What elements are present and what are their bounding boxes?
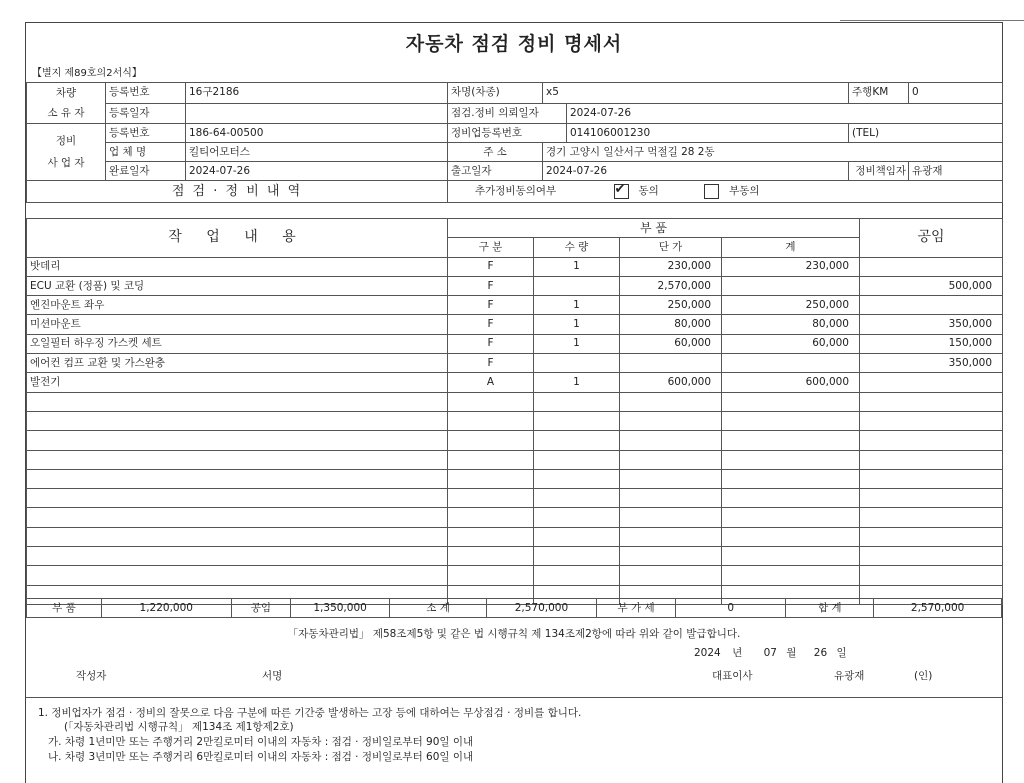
item-type bbox=[448, 431, 534, 450]
item-sum: 230,000 bbox=[722, 257, 860, 276]
item-qty: 1 bbox=[534, 315, 620, 334]
item-name bbox=[27, 508, 448, 527]
item-qty: 1 bbox=[534, 296, 620, 315]
notes-divider bbox=[26, 697, 1002, 698]
table-row bbox=[27, 508, 1003, 527]
note-line-1: 1. 정비업자가 점검 · 정비의 잘못으로 다음 구분에 따른 기간중 발생하는 고장 등에 대하여는 무상점검 · 정비를 합니다. bbox=[38, 707, 582, 719]
totals-table bbox=[26, 598, 1002, 618]
invoice-page bbox=[25, 22, 1003, 783]
item-type bbox=[448, 411, 534, 430]
form-number: 【별지 제89호의2서식】 bbox=[32, 68, 142, 79]
item-sum: 250,000 bbox=[722, 296, 860, 315]
writer-label: 작성자 bbox=[76, 670, 107, 682]
year-label: 년 bbox=[732, 647, 743, 659]
owner-group-label: 차량 소 유 자 bbox=[27, 83, 106, 124]
item-name: 미션마운트 bbox=[27, 315, 448, 334]
issue-year: 2024 bbox=[694, 647, 721, 659]
out-date-label: 출고일자 bbox=[448, 162, 543, 181]
item-qty bbox=[534, 527, 620, 546]
signature-label: 서명 bbox=[262, 670, 283, 682]
consent-agree-checkbox[interactable] bbox=[614, 184, 629, 199]
table-row bbox=[27, 489, 1003, 508]
table-row bbox=[27, 431, 1003, 450]
table-row bbox=[27, 354, 1003, 373]
item-unit bbox=[620, 411, 722, 430]
item-type: F bbox=[448, 257, 534, 276]
issue-day: 26 bbox=[813, 647, 828, 659]
top-rule bbox=[840, 20, 1024, 21]
shop-group-label: 정비 사 업 자 bbox=[27, 124, 106, 181]
table-row bbox=[27, 469, 1003, 488]
subtotal-value: 2,570,000 bbox=[486, 599, 596, 618]
month-label: 월 bbox=[786, 647, 797, 659]
consent-disagree-label: 부동의 bbox=[729, 185, 760, 197]
biz-no-value: 186-64-00500 bbox=[186, 124, 448, 143]
item-name bbox=[27, 566, 448, 585]
shop-name-value: 킬티어모터스 bbox=[186, 143, 448, 162]
reg-no-value: 16구2186 bbox=[186, 83, 448, 104]
note-line-3: 가. 차령 1년미만 또는 주행거리 2만킬로미터 이내의 자동차 : 점검 · 정비일로부터 90일 이내 bbox=[48, 736, 474, 748]
item-type bbox=[448, 566, 534, 585]
item-unit bbox=[620, 566, 722, 585]
item-sum bbox=[722, 431, 860, 450]
item-type: F bbox=[448, 354, 534, 373]
out-date-value: 2024-07-26 bbox=[543, 162, 849, 181]
item-qty bbox=[534, 450, 620, 469]
item-name bbox=[27, 450, 448, 469]
item-sum bbox=[722, 566, 860, 585]
item-qty bbox=[534, 489, 620, 508]
vat-label: 부 가 세 bbox=[596, 599, 675, 618]
item-labor bbox=[860, 566, 1003, 585]
item-sum: 80,000 bbox=[722, 315, 860, 334]
table-row bbox=[27, 527, 1003, 546]
table-row bbox=[27, 566, 1003, 585]
item-qty bbox=[534, 276, 620, 295]
item-labor bbox=[860, 450, 1003, 469]
item-type: F bbox=[448, 315, 534, 334]
item-name: 밧데리 bbox=[27, 257, 448, 276]
item-type bbox=[448, 450, 534, 469]
manager-label: 정비책임자 bbox=[849, 162, 909, 181]
item-qty bbox=[534, 431, 620, 450]
table-row bbox=[27, 373, 1003, 392]
item-labor: 150,000 bbox=[860, 334, 1003, 353]
item-qty bbox=[534, 411, 620, 430]
item-type: F bbox=[448, 296, 534, 315]
item-sum: 60,000 bbox=[722, 334, 860, 353]
table-row bbox=[27, 450, 1003, 469]
table-row bbox=[27, 334, 1003, 353]
model-label: 차명(차종) bbox=[448, 83, 543, 104]
item-labor: 500,000 bbox=[860, 276, 1003, 295]
address-value: 경기 고양시 일산서구 먹절길 28 2동 bbox=[543, 143, 1003, 162]
item-unit: 2,570,000 bbox=[620, 276, 722, 295]
done-date-value: 2024-07-26 bbox=[186, 162, 448, 181]
reg-no-label: 등록번호 bbox=[106, 83, 186, 104]
consent-cell bbox=[448, 181, 1003, 203]
consent-disagree-checkbox[interactable] bbox=[704, 184, 719, 199]
item-unit: 80,000 bbox=[620, 315, 722, 334]
item-labor bbox=[860, 508, 1003, 527]
item-name bbox=[27, 489, 448, 508]
ceo-seal: (인) bbox=[914, 670, 933, 682]
item-sum bbox=[722, 508, 860, 527]
work-header: 작 업 내 용 bbox=[27, 219, 448, 258]
item-labor: 350,000 bbox=[860, 354, 1003, 373]
qty-header: 수 량 bbox=[534, 238, 620, 257]
item-name bbox=[27, 527, 448, 546]
item-type: F bbox=[448, 334, 534, 353]
item-labor: 350,000 bbox=[860, 315, 1003, 334]
item-qty bbox=[534, 566, 620, 585]
item-qty bbox=[534, 354, 620, 373]
item-type bbox=[448, 392, 534, 411]
item-type: F bbox=[448, 276, 534, 295]
consent-agree-label: 동의 bbox=[638, 185, 659, 197]
page-title: 자동차 점검 정비 명세서 bbox=[405, 33, 623, 55]
item-labor bbox=[860, 547, 1003, 566]
item-unit: 60,000 bbox=[620, 334, 722, 353]
item-name bbox=[27, 431, 448, 450]
header-info-table bbox=[26, 82, 1003, 203]
table-row bbox=[27, 296, 1003, 315]
item-sum bbox=[722, 547, 860, 566]
item-name: 오일필터 하우징 가스켓 세트 bbox=[27, 334, 448, 353]
item-labor bbox=[860, 296, 1003, 315]
ceo-label: 대표이사 bbox=[712, 670, 753, 682]
item-labor bbox=[860, 527, 1003, 546]
table-row bbox=[27, 257, 1003, 276]
parts-total-value: 1,220,000 bbox=[101, 599, 231, 618]
items-table bbox=[26, 218, 1003, 605]
item-sum: 600,000 bbox=[722, 373, 860, 392]
shop-reg-label: 정비업등록번호 bbox=[448, 124, 567, 143]
item-unit bbox=[620, 469, 722, 488]
item-qty: 1 bbox=[534, 334, 620, 353]
item-name: ECU 교환 (정품) 및 코딩 bbox=[27, 276, 448, 295]
request-date-label: 점검.정비 의뢰일자 bbox=[448, 103, 567, 124]
item-sum bbox=[722, 527, 860, 546]
item-unit bbox=[620, 489, 722, 508]
ceo-name: 유광재 bbox=[834, 670, 865, 682]
item-labor bbox=[860, 489, 1003, 508]
labor-total-value: 1,350,000 bbox=[291, 599, 390, 618]
table-row bbox=[27, 315, 1003, 334]
item-unit bbox=[620, 431, 722, 450]
note-line-2: (「자동차관리법 시행규칙」 제134조 제1항제2호) bbox=[64, 721, 294, 733]
parts-header: 부 품 bbox=[448, 219, 860, 238]
item-type bbox=[448, 508, 534, 527]
tel-label: (TEL) bbox=[849, 124, 1003, 143]
biz-no-label: 등록번호 bbox=[106, 124, 186, 143]
mileage-label: 주행KM bbox=[849, 83, 909, 104]
reg-date-value bbox=[186, 103, 448, 124]
item-qty bbox=[534, 469, 620, 488]
item-unit bbox=[620, 354, 722, 373]
note-line-4: 나. 차령 3년미만 또는 주행거리 6만킬로미터 이내의 자동차 : 점검 · 정비일로부터 60일 이내 bbox=[48, 751, 474, 763]
item-type bbox=[448, 547, 534, 566]
shop-reg-value: 014106001230 bbox=[567, 124, 849, 143]
sum-header: 계 bbox=[722, 238, 860, 257]
item-name: 발전기 bbox=[27, 373, 448, 392]
issue-date bbox=[694, 645, 994, 660]
vat-value: 0 bbox=[676, 599, 786, 618]
item-qty bbox=[534, 547, 620, 566]
item-labor bbox=[860, 392, 1003, 411]
labor-total-label: 공임 bbox=[231, 599, 290, 618]
item-sum bbox=[722, 392, 860, 411]
item-type bbox=[448, 489, 534, 508]
item-unit bbox=[620, 392, 722, 411]
issue-statement: 「자동차관리법」 제58조제5항 및 같은 법 시행규칙 제 134조제2항에 따라 위와 같이 발급합니다. bbox=[287, 628, 741, 640]
item-unit bbox=[620, 547, 722, 566]
mileage-value: 0 bbox=[909, 83, 1003, 104]
unit-price-header: 단 가 bbox=[620, 238, 722, 257]
item-unit bbox=[620, 508, 722, 527]
item-sum bbox=[722, 450, 860, 469]
item-type: A bbox=[448, 373, 534, 392]
item-unit: 250,000 bbox=[620, 296, 722, 315]
item-unit: 230,000 bbox=[620, 257, 722, 276]
item-name: 에어컨 컴프 교환 및 가스완충 bbox=[27, 354, 448, 373]
done-date-label: 완료일자 bbox=[106, 162, 186, 181]
item-sum bbox=[722, 276, 860, 295]
item-sum bbox=[722, 469, 860, 488]
parts-total-label: 부 품 bbox=[27, 599, 102, 618]
grand-total-label: 합 계 bbox=[786, 599, 874, 618]
item-qty: 1 bbox=[534, 257, 620, 276]
shop-name-label: 업 체 명 bbox=[106, 143, 186, 162]
item-name bbox=[27, 411, 448, 430]
consent-label: 추가정비동의여부 bbox=[475, 185, 557, 197]
item-sum bbox=[722, 354, 860, 373]
section-title: 점 검 · 정 비 내 역 bbox=[27, 181, 448, 203]
item-unit: 600,000 bbox=[620, 373, 722, 392]
manager-value: 유광재 bbox=[909, 162, 1003, 181]
item-unit bbox=[620, 527, 722, 546]
table-row bbox=[27, 392, 1003, 411]
reg-date-label: 등록일자 bbox=[106, 103, 186, 124]
item-name bbox=[27, 469, 448, 488]
item-name: 엔진마운트 좌우 bbox=[27, 296, 448, 315]
table-row bbox=[27, 547, 1003, 566]
item-labor bbox=[860, 431, 1003, 450]
item-name bbox=[27, 392, 448, 411]
subtotal-label: 소 계 bbox=[390, 599, 487, 618]
item-type bbox=[448, 469, 534, 488]
item-name bbox=[27, 547, 448, 566]
item-type bbox=[448, 527, 534, 546]
item-sum bbox=[722, 411, 860, 430]
item-labor bbox=[860, 411, 1003, 430]
item-qty: 1 bbox=[534, 373, 620, 392]
model-value: x5 bbox=[543, 83, 849, 104]
labor-header: 공임 bbox=[860, 219, 1003, 258]
table-row bbox=[27, 411, 1003, 430]
grand-total-value: 2,570,000 bbox=[874, 599, 1002, 618]
type-header: 구 분 bbox=[448, 238, 534, 257]
table-row bbox=[27, 276, 1003, 295]
item-labor bbox=[860, 257, 1003, 276]
day-label: 일 bbox=[836, 647, 847, 659]
item-qty bbox=[534, 508, 620, 527]
item-labor bbox=[860, 373, 1003, 392]
item-unit bbox=[620, 450, 722, 469]
address-label: 주 소 bbox=[448, 143, 543, 162]
item-sum bbox=[722, 489, 860, 508]
issue-month: 07 bbox=[763, 647, 777, 659]
item-labor bbox=[860, 469, 1003, 488]
request-date-value: 2024-07-26 bbox=[567, 103, 1003, 124]
item-qty bbox=[534, 392, 620, 411]
